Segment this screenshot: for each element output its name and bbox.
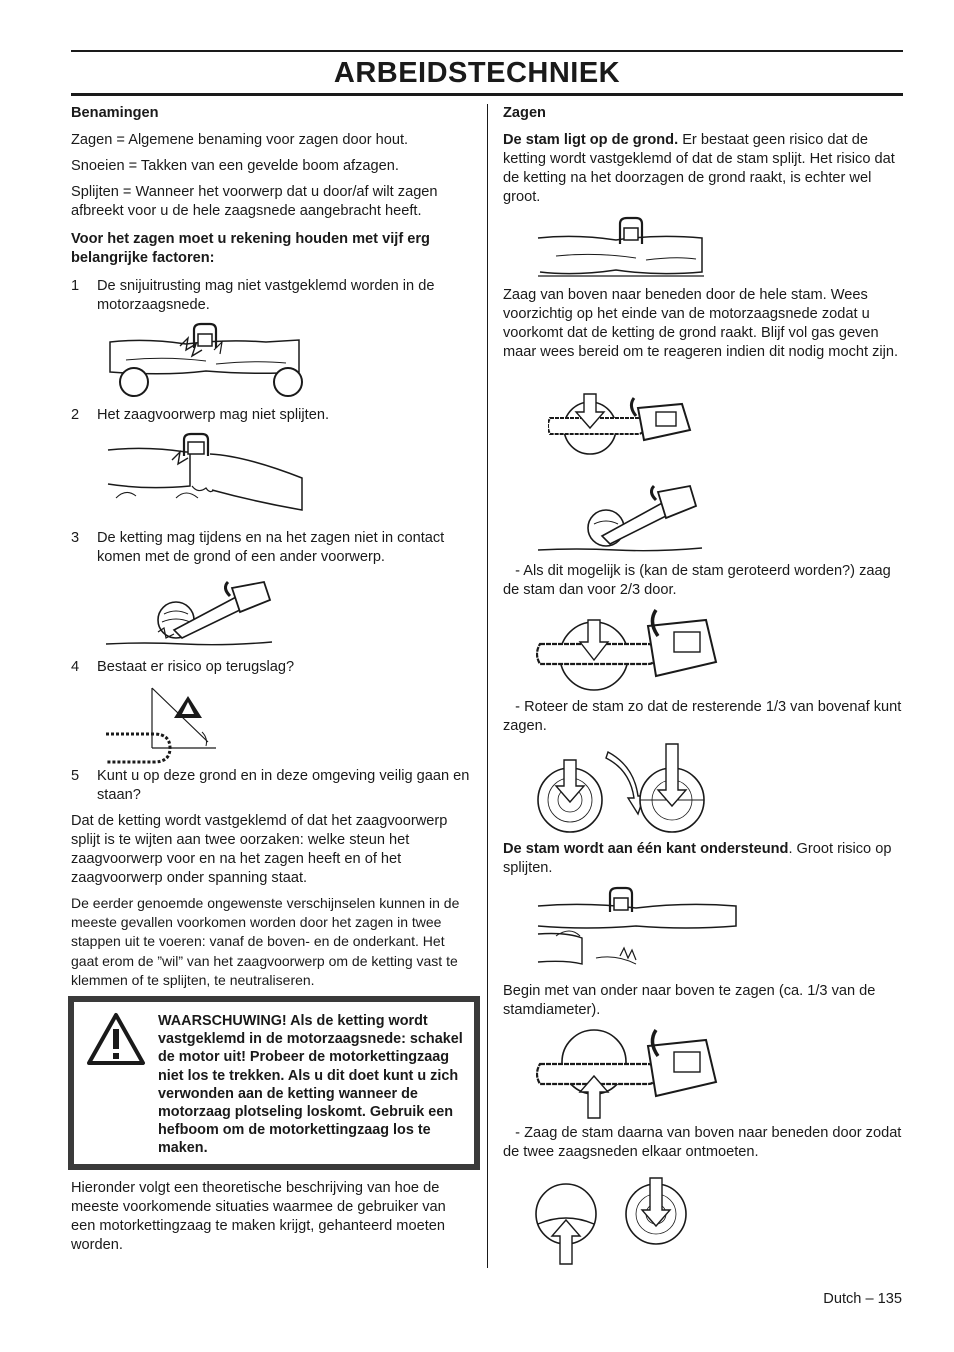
list-number: 4 — [71, 659, 80, 675]
pinched-saw-illustration — [106, 320, 306, 400]
section-heading-benamingen: Benamingen — [71, 105, 159, 121]
header-rule-top — [71, 50, 903, 52]
paragraph-rotate: - Roteer de stam zo dat de resterende 1/3 van bovenaf kunt zagen. — [503, 699, 906, 734]
list-text: Het zaagvoorwerp mag niet splijten. — [97, 407, 329, 423]
cut-from-below-illustration — [536, 1026, 722, 1120]
chain-hits-ground-illustration — [536, 478, 704, 556]
body-text: . Groot risico op splijten. — [503, 841, 892, 876]
supported-one-side-illustration — [536, 884, 742, 974]
paragraph-one-side-supported — [503, 840, 903, 878]
list-item — [71, 277, 471, 315]
paragraph-theory: Hieronder volgt een theoretische beschrijving van hoe de meeste voorkomende situaties waarmee de gebruiker van een motorkettingzaag te maken krijgt, gehanteerd moeten worden. — [71, 1180, 446, 1253]
header-rule-bottom — [71, 93, 903, 96]
warning-text: WAARSCHUWING! Als de ketting wordt vastgeklemd in de motorzaagsnede: schakel de motor uit! Probeer de motorkettingzaag niet los te trekken. Als u dit doet kunt u zich verwonden aan de ketting wanneer de motorzaag plotseling loskomt. Gebruik een hefboom om de motorkettingzaag los te maken. — [158, 1013, 463, 1157]
page-title: ARBEIDSTECHNIEK — [333, 57, 621, 89]
list-number: 2 — [71, 407, 80, 423]
section-heading-zagen: Zagen — [503, 105, 546, 121]
bold-lead: De stam wordt aan één kant ondersteund — [503, 841, 789, 857]
splitting-log-illustration — [106, 432, 308, 524]
paragraph-saw-through: Zaag van boven naar beneden door de hele stam. Wees voorzichtig op het einde van de motorzaagsnede zodat u voorkomt dat de ketting de grond raakt. Blijf vol gas geven maar wees bereid om te reageren indien dit nodig mocht zijn. — [503, 287, 899, 360]
list-item — [71, 529, 471, 567]
warning-triangle-icon — [86, 1012, 146, 1066]
list-text: De ketting mag tijdens en na het zagen niet in contact komen met de grond of een ander voorwerp. — [97, 530, 445, 565]
definition-splijten: Splijten = Wanneer het voorwerp dat u door/af wilt zagen afbreekt voor u de hele zaagsnede aangebracht heeft. — [71, 184, 438, 219]
list-number: 5 — [71, 768, 80, 784]
list-number: 1 — [71, 278, 80, 294]
paragraph-causes: Dat de ketting wordt vastgeklemd of dat het zaagvoorwerp splijt is te wijten aan twee oorzaken: welke steun het zaagvoorwerp voor en na het zagen heeft en of het zaagvoorwerp onder spanning staat. — [71, 813, 448, 886]
page-number: Dutch – 135 — [823, 1291, 902, 1307]
factors-heading: Voor het zagen moet u rekening houden met vijf erg belangrijke factoren: — [71, 231, 430, 266]
list-item — [71, 406, 471, 425]
definition-zagen: Zagen = Algemene benaming voor zagen door hout. — [71, 132, 409, 148]
warning-box — [68, 996, 480, 1170]
two-thirds-cut-illustration — [536, 606, 722, 692]
kickback-zone-illustration — [104, 686, 218, 766]
list-text: Kunt u op deze grond en in deze omgeving veilig gaan en staan? — [97, 768, 470, 803]
list-text: Bestaat er risico op terugslag? — [97, 659, 295, 675]
definition-snoeien: Snoeien = Takken van een gevelde boom afzagen. — [71, 158, 399, 174]
list-text: De snijuitrusting mag niet vastgeklemd worden in de motorzaagsnede. — [97, 278, 435, 313]
paragraph-two-steps: De eerder genoemde ongewenste verschijnselen kunnen in de meeste gevallen voorkomen worden door het zagen in twee stappen uit te voeren: vanaf de boven- en de onderkant. Het gaat erom de ”wil” van het zaagvoorwerp om de ketting vast te klemmen of te splijten, te neutraliseren. — [71, 895, 460, 988]
body-text: Er bestaat geen risico dat de ketting wordt vastgeklemd of dat de stam splijt. Het risico dat de ketting na het doorzagen de grond raakt, is echter wel groot. — [503, 132, 895, 205]
column-divider — [487, 104, 488, 1268]
log-on-ground-illustration — [536, 214, 706, 278]
bold-lead: De stam ligt op de grond. — [503, 132, 679, 148]
list-item — [71, 767, 471, 805]
rotate-log-illustration — [534, 740, 710, 836]
paragraph-meet-cuts: - Zaag de stam daarna van boven naar beneden door zodat de twee zaagsneden elkaar ontmoeten. — [503, 1125, 906, 1160]
list-number: 3 — [71, 530, 80, 546]
paragraph-log-on-ground — [503, 131, 903, 207]
list-item — [71, 658, 471, 677]
chain-ground-contact-illustration — [104, 574, 276, 652]
paragraph-start-below: Begin met van onder naar boven te zagen (ca. 1/3 van de stamdiameter). — [503, 983, 876, 1018]
meeting-cuts-illustration — [532, 1174, 694, 1266]
cut-from-above-illustration — [548, 388, 694, 458]
paragraph-two-thirds: - Als dit mogelijk is (kan de stam geroteerd worden?) zaag de stam dan voor 2/3 door. — [503, 563, 895, 598]
